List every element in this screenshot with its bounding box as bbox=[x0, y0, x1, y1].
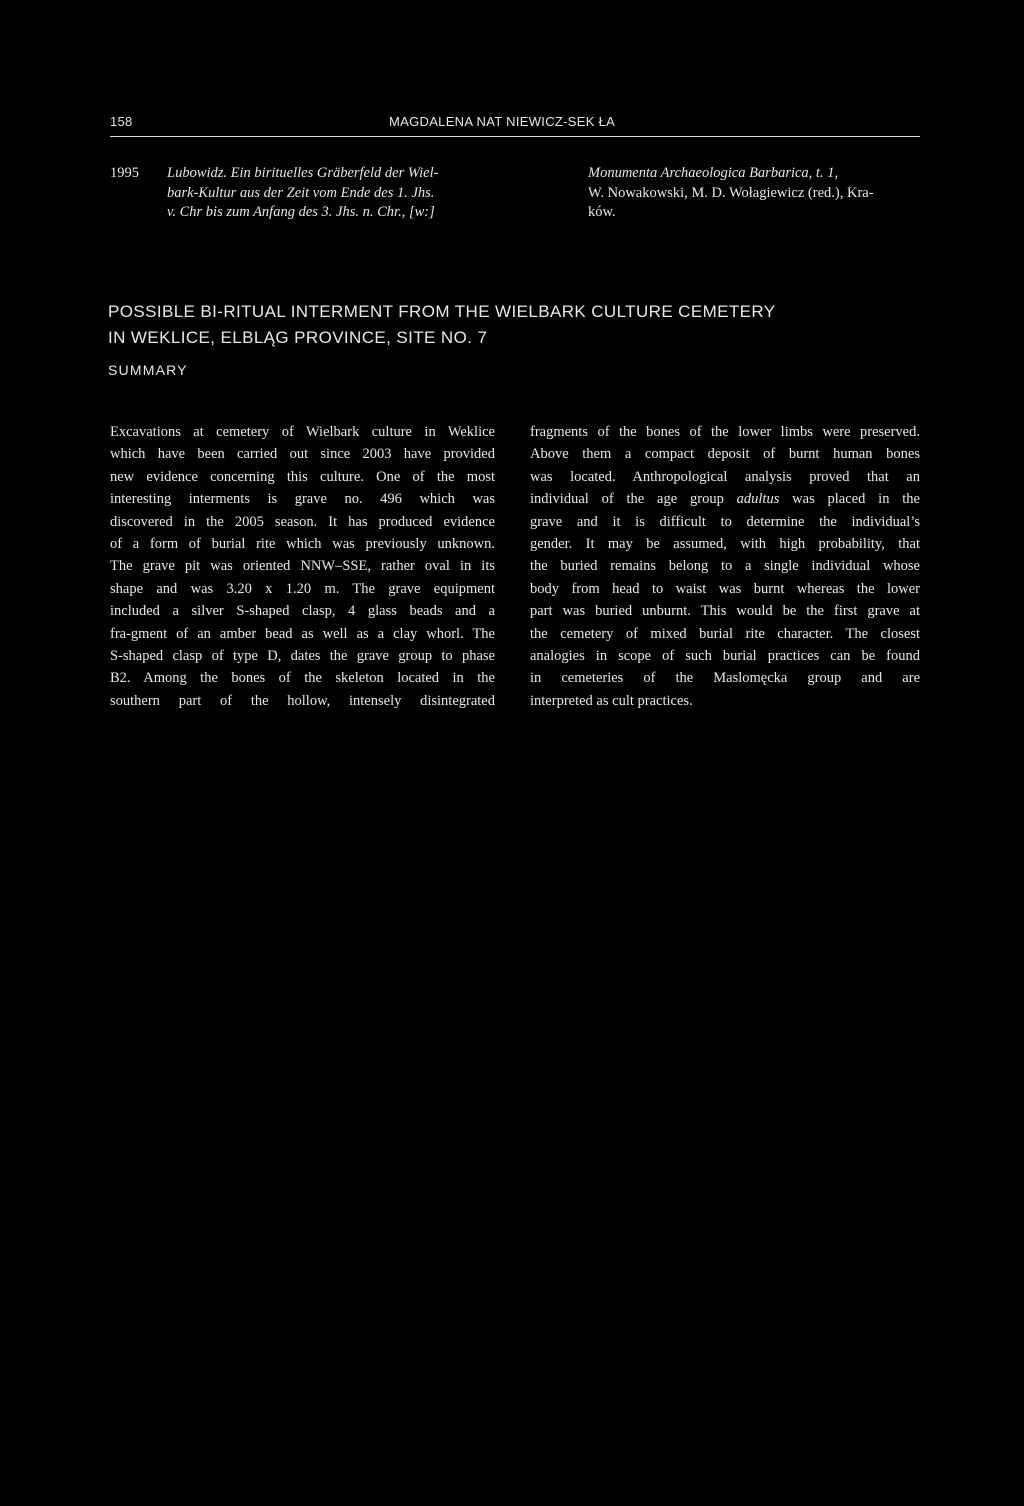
text-line: Above them a compact deposit of burnt human bones bbox=[530, 446, 920, 463]
text-line: the buried remains belong to a single individual whose bbox=[530, 558, 920, 575]
text-line: new evidence concerning this culture. One of the most bbox=[110, 468, 495, 485]
text-line: S-shaped clasp of type D, dates the grave group to phase bbox=[110, 648, 495, 665]
summary-title-line: POSSIBLE BI-RITUAL INTERMENT FROM THE WIELBARK CULTURE CEMETERY bbox=[108, 302, 776, 321]
bib-line: Monumenta Archaeologica Barbarica, t. 1, bbox=[588, 165, 839, 181]
bib-line: ków. bbox=[588, 204, 616, 220]
text-line: grave and it is difficult to determine the individual’s bbox=[530, 513, 920, 530]
text-line: southern part of the hollow, intensely disintegrated bbox=[110, 692, 495, 709]
text-line: body from head to waist was burnt whereas the lower bbox=[530, 580, 920, 597]
text-line: part was buried unburnt. This would be the first grave at bbox=[530, 603, 920, 620]
italic-term: adultus bbox=[736, 491, 780, 508]
text-line: discovered in the 2005 season. It has produced evidence bbox=[110, 513, 495, 530]
text-line: gender. It may be assumed, with high probability, that bbox=[530, 536, 920, 553]
text-line: included a silver S-shaped clasp, 4 glass beads and a bbox=[110, 603, 495, 620]
text-line: individual of the age group adultus was placed in the bbox=[530, 491, 920, 508]
summary-title bbox=[108, 299, 928, 351]
page-number: 158 bbox=[110, 114, 133, 129]
text-line: of a form of burial rite which was previously unknown. bbox=[110, 536, 495, 553]
summary-title-line: IN WEKLICE, ELBLĄG PROVINCE, SITE NO. 7 bbox=[108, 328, 488, 347]
text-line: Excavations at cemetery of Wielbark culture in Weklice bbox=[110, 424, 495, 440]
text-line: B2. Among the bones of the skeleton located in the bbox=[110, 670, 495, 687]
text-line: fragments of the bones of the lower limbs were preserved. bbox=[530, 424, 920, 440]
running-author: MAGDALENA NAT NIEWICZ-SEK ŁA bbox=[389, 114, 616, 129]
text-line: the cemetery of mixed burial rite character. The closest bbox=[530, 625, 920, 642]
text-line: fra-gment of an amber bead as well as a clay whorl. The bbox=[110, 625, 495, 642]
bib-citation-right bbox=[588, 164, 920, 223]
text-line: in cemeteries of the Maslomęcka group and are bbox=[530, 670, 920, 687]
summary-left-column bbox=[110, 421, 495, 712]
text-line: analogies in scope of such burial practices can be found bbox=[530, 648, 920, 665]
bib-citation-left bbox=[167, 164, 502, 223]
summary-heading: SUMMARY bbox=[108, 362, 188, 378]
text-line: interpreted as cult practices. bbox=[530, 692, 693, 709]
text-line: interesting interments is grave no. 496 which was bbox=[110, 491, 495, 508]
bib-line: Lubowidz. Ein birituelles Gräberfeld der Wiel- bbox=[167, 165, 439, 181]
header-rule bbox=[110, 136, 920, 137]
bib-line: bark-Kultur aus der Zeit vom Ende des 1. Jhs. bbox=[167, 184, 435, 201]
text-line: shape and was 3.20 x 1.20 m. The grave equipment bbox=[110, 580, 495, 597]
bib-line: v. Chr bis zum Anfang des 3. Jhs. n. Chr., [w:] bbox=[167, 204, 435, 220]
bib-year: 1995 bbox=[110, 165, 139, 181]
text-line: was located. Anthropological analysis proved that an bbox=[530, 468, 920, 485]
text-line: which have been carried out since 2003 have provided bbox=[110, 446, 495, 463]
bib-line: W. Nowakowski, M. D. Wołagiewicz (red.), Kra- bbox=[588, 184, 874, 201]
text-line: The grave pit was oriented NNW–SSE, rather oval in its bbox=[110, 558, 495, 575]
summary-right-column bbox=[530, 421, 920, 712]
